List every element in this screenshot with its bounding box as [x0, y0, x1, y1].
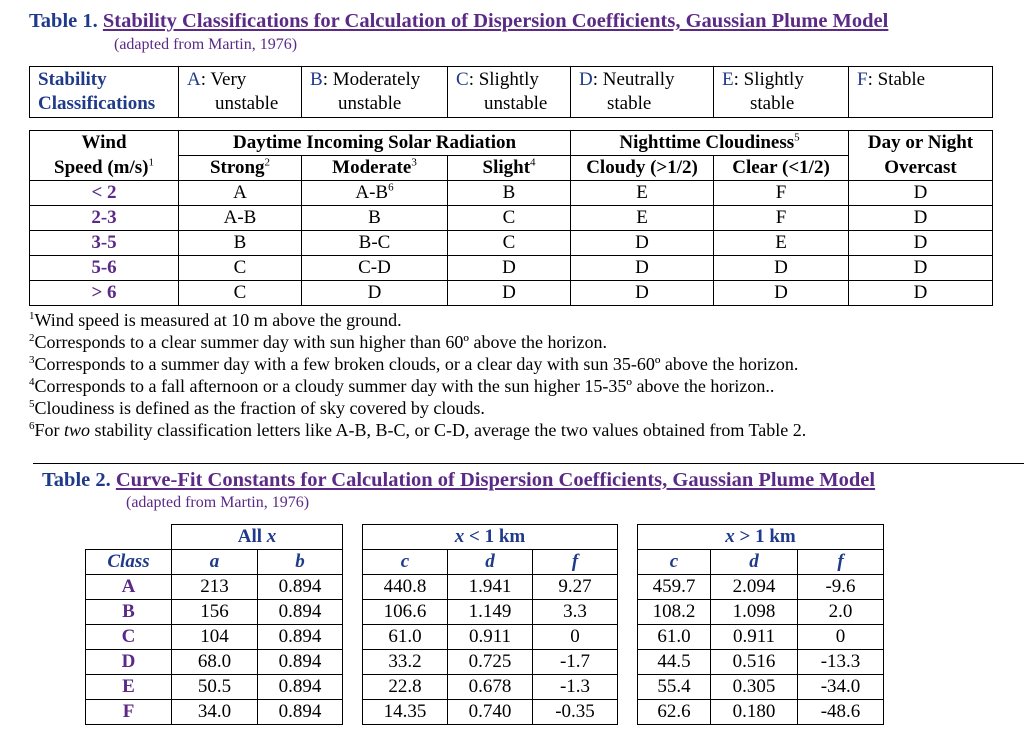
group-suffix: > 1 km: [734, 526, 796, 547]
daynight-header-line2: Overcast: [849, 156, 993, 181]
nighttime-header-text: Nighttime Cloudiness: [619, 132, 795, 153]
table-row: [86, 600, 343, 625]
table-row: [363, 675, 618, 700]
slight-cell: D: [448, 281, 571, 306]
overcast-cell: D: [849, 206, 993, 231]
table-row: [363, 625, 618, 650]
moderate-cell: B-C: [302, 231, 448, 256]
a-cell: 104: [172, 625, 258, 650]
clear-cell: F: [714, 206, 849, 231]
footnote-text: Cloudiness is defined as the fraction of sky covered by clouds.: [34, 398, 485, 418]
wind-speed-header-line1: Wind: [30, 131, 179, 156]
f-cell: 2.0: [798, 600, 884, 625]
wind-speed-cell: 2-3: [30, 206, 179, 231]
b-cell: 0.894: [258, 600, 343, 625]
class-desc-line1: : Moderately: [322, 69, 421, 90]
table-row: [638, 575, 884, 600]
footnote-emphasis: two: [64, 420, 91, 440]
class-cell-e: [714, 67, 849, 118]
class-letter: F: [857, 69, 868, 90]
col-f-header: f: [533, 550, 618, 575]
daynight-header-line1: Day or Night: [849, 131, 993, 156]
nighttime-header: [571, 131, 849, 156]
wind-speed-cell: < 2: [30, 181, 179, 206]
footnote-text: Corresponds to a clear summer day with sun higher than 60º above the horizon.: [34, 332, 607, 352]
footnote-mark: 6: [29, 420, 35, 432]
c-cell: 61.0: [363, 625, 448, 650]
f-cell: -34.0: [798, 675, 884, 700]
footnote-mark: 4: [29, 376, 35, 388]
stability-classifications-table: [29, 66, 993, 118]
table-row: [638, 650, 884, 675]
footnote-mark: 3: [411, 156, 417, 169]
a-cell: 50.5: [172, 675, 258, 700]
footnote-mark: 2: [29, 332, 35, 344]
moderate-header-text: Moderate: [332, 157, 412, 178]
class-cell: E: [86, 675, 172, 700]
clear-header: Clear (<1/2): [714, 156, 849, 181]
table-row: [363, 600, 618, 625]
table-row: [86, 625, 343, 650]
wind-speed-header-line2: [30, 156, 179, 181]
cloudy-header: Cloudy (>1/2): [571, 156, 714, 181]
d-cell: 2.094: [711, 575, 798, 600]
allx-group-header: [172, 525, 343, 550]
class-cell-c: [448, 67, 571, 118]
class-cell-d: [571, 67, 714, 118]
a-cell: 213: [172, 575, 258, 600]
table-row: [363, 700, 618, 725]
footnote-mark: 6: [388, 181, 394, 194]
c-cell: 33.2: [363, 650, 448, 675]
class-letter: B: [310, 69, 323, 90]
a-cell: 34.0: [172, 700, 258, 725]
table1-label: Table 1.: [29, 10, 98, 32]
f-cell: -1.7: [533, 650, 618, 675]
class-cell-a: [179, 67, 302, 118]
table2-title: [42, 469, 875, 492]
daytime-header: Daytime Incoming Solar Radiation: [179, 131, 571, 156]
moderate-header: [302, 156, 448, 181]
class-desc-line2: unstable: [484, 93, 548, 114]
table-row: [363, 650, 618, 675]
moderate-cell: D: [302, 281, 448, 306]
footnote: [29, 375, 806, 397]
moderate-cell: B: [302, 206, 448, 231]
table-row: [30, 181, 993, 206]
class-cell-b: [302, 67, 448, 118]
slight-cell: B: [448, 181, 571, 206]
b-cell: 0.894: [258, 650, 343, 675]
footnote: [29, 419, 806, 441]
class-cell: F: [86, 700, 172, 725]
class-desc-line1: : Neutrally: [592, 69, 675, 90]
f-cell: -48.6: [798, 700, 884, 725]
a-cell: 156: [172, 600, 258, 625]
table-row: [30, 281, 993, 306]
b-cell: 0.894: [258, 625, 343, 650]
c-cell: 62.6: [638, 700, 711, 725]
class-desc-line1: : Slightly: [468, 69, 539, 90]
group-suffix: < 1 km: [464, 526, 526, 547]
footnote: [29, 309, 806, 331]
gt1-group-header: [638, 525, 884, 550]
clear-cell: F: [714, 181, 849, 206]
overcast-cell: D: [849, 256, 993, 281]
moderate-value: A-B: [355, 182, 389, 203]
d-cell: 0.740: [448, 700, 533, 725]
col-b-header: b: [258, 550, 343, 575]
group-prefix: All: [237, 526, 267, 547]
class-letter: C: [456, 69, 469, 90]
table-row: [638, 675, 884, 700]
c-cell: 61.0: [638, 625, 711, 650]
footnote: [29, 397, 806, 419]
b-cell: 0.894: [258, 675, 343, 700]
class-desc-line2: stable: [750, 93, 795, 114]
footnote: [29, 331, 806, 353]
table-row: [86, 700, 343, 725]
clear-cell: D: [714, 281, 849, 306]
group-variable: x: [266, 526, 277, 547]
table-row: [30, 231, 993, 256]
c-cell: 108.2: [638, 600, 711, 625]
col-d-header: d: [448, 550, 533, 575]
wind-speed-cell: 5-6: [30, 256, 179, 281]
strong-cell: A: [179, 181, 302, 206]
strong-cell: B: [179, 231, 302, 256]
d-cell: 0.725: [448, 650, 533, 675]
footnote-text: stability classification letters like A-B, B-C, or C-D, average the two values obtained from Table 2.: [90, 420, 807, 440]
a-cell: 68.0: [172, 650, 258, 675]
class-cell: C: [86, 625, 172, 650]
class-cell: A: [86, 575, 172, 600]
strong-header-text: Strong: [209, 157, 265, 178]
c-cell: 459.7: [638, 575, 711, 600]
footnote-mark: 5: [794, 131, 800, 144]
c-cell: 106.6: [363, 600, 448, 625]
table2-subtitle: (adapted from Martin, 1976): [126, 494, 310, 511]
table1-title: [29, 10, 888, 33]
class-desc-line1: : Very: [200, 69, 247, 90]
f-cell: -9.6: [798, 575, 884, 600]
class-cell: D: [86, 650, 172, 675]
slight-header-text: Slight: [482, 157, 531, 178]
table-row: [638, 600, 884, 625]
cloudy-cell: E: [571, 206, 714, 231]
table-row: [638, 700, 884, 725]
classifications-header: [30, 67, 179, 118]
d-cell: 0.678: [448, 675, 533, 700]
table2-title-text: Curve-Fit Constants for Calculation of Dispersion Coefficients, Gaussian Plume Model: [115, 469, 876, 491]
table-row: [638, 625, 884, 650]
c-cell: 22.8: [363, 675, 448, 700]
class-header: Class: [86, 550, 172, 575]
d-cell: 0.305: [711, 675, 798, 700]
f-cell: -1.3: [533, 675, 618, 700]
f-cell: 3.3: [533, 600, 618, 625]
footnote-mark: 1: [148, 156, 154, 169]
d-cell: 0.911: [448, 625, 533, 650]
col-f-header: f: [798, 550, 884, 575]
table-row: [30, 256, 993, 281]
wind-speed-header-text: Speed (m/s): [54, 156, 149, 178]
slight-header: [448, 156, 571, 181]
table-row: [30, 206, 993, 231]
footnote-mark: 2: [264, 156, 271, 169]
footnote-mark: 1: [29, 310, 35, 322]
classifications-header-line1: Stability: [38, 69, 107, 90]
class-desc-line2: stable: [607, 93, 652, 114]
overcast-cell: D: [849, 181, 993, 206]
table1-subtitle: (adapted from Martin, 1976): [114, 36, 298, 53]
x-greater-1km-table: [637, 524, 884, 725]
table1-title-text: Stability Classifications for Calculation of Dispersion Coefficients, Gaussian Plume Model: [102, 10, 889, 32]
overcast-cell: D: [849, 281, 993, 306]
col-c-header: c: [638, 550, 711, 575]
wind-speed-cell: 3-5: [30, 231, 179, 256]
group-variable: x: [725, 526, 735, 547]
footnote-mark: 3: [29, 354, 35, 366]
allx-table: [85, 524, 343, 725]
d-cell: 1.149: [448, 600, 533, 625]
moderate-cell: [302, 181, 448, 206]
col-c-header: c: [363, 550, 448, 575]
f-cell: 9.27: [533, 575, 618, 600]
strong-cell: C: [179, 256, 302, 281]
class-desc-line1: : Slightly: [733, 69, 804, 90]
c-cell: 44.5: [638, 650, 711, 675]
c-cell: 55.4: [638, 675, 711, 700]
strong-cell: A-B: [179, 206, 302, 231]
table-row: [86, 675, 343, 700]
class-letter: D: [579, 69, 593, 90]
table2-label: Table 2.: [42, 469, 111, 491]
overcast-cell: D: [849, 231, 993, 256]
lt1-group-header: [363, 525, 618, 550]
cloudy-cell: D: [571, 256, 714, 281]
d-cell: 1.098: [711, 600, 798, 625]
c-cell: 14.35: [363, 700, 448, 725]
table-row: [86, 575, 343, 600]
wind-speed-cell: > 6: [30, 281, 179, 306]
cloudy-cell: E: [571, 181, 714, 206]
d-cell: 0.516: [711, 650, 798, 675]
footnote-text: Corresponds to a summer day with a few broken clouds, or a clear day with sun 35-60º above the horizon.: [34, 354, 799, 374]
empty-cell: [86, 525, 172, 550]
footnote-mark: 5: [29, 398, 35, 410]
slight-cell: C: [448, 206, 571, 231]
footnote-text: Wind speed is measured at 10 m above the ground.: [34, 310, 402, 330]
d-cell: 0.911: [711, 625, 798, 650]
table-row: [86, 650, 343, 675]
col-a-header: a: [172, 550, 258, 575]
footnotes: [29, 309, 806, 441]
clear-cell: D: [714, 256, 849, 281]
strong-cell: C: [179, 281, 302, 306]
c-cell: 440.8: [363, 575, 448, 600]
strong-header: [179, 156, 302, 181]
d-cell: 1.941: [448, 575, 533, 600]
b-cell: 0.894: [258, 575, 343, 600]
slight-cell: C: [448, 231, 571, 256]
table-row: [363, 575, 618, 600]
x-less-1km-table: [362, 524, 618, 725]
class-letter: E: [722, 69, 734, 90]
footnote-text: Corresponds to a fall afternoon or a cloudy summer day with the sun higher 15-35º above the horizon..: [34, 376, 775, 396]
d-cell: 0.180: [711, 700, 798, 725]
group-variable: x: [454, 526, 465, 547]
f-cell: -13.3: [798, 650, 884, 675]
moderate-cell: C-D: [302, 256, 448, 281]
class-desc-line2: unstable: [215, 93, 279, 114]
f-cell: -0.35: [533, 700, 618, 725]
section-divider: [33, 463, 1024, 464]
cloudy-cell: D: [571, 281, 714, 306]
footnote: [29, 353, 806, 375]
class-letter: A: [187, 69, 201, 90]
stability-lookup-table: [29, 130, 993, 306]
clear-cell: E: [714, 231, 849, 256]
f-cell: 0: [533, 625, 618, 650]
footnote-pre: For: [34, 420, 65, 440]
cloudy-cell: D: [571, 231, 714, 256]
f-cell: 0: [798, 625, 884, 650]
footnote-mark: 4: [530, 156, 536, 169]
class-cell-f: [849, 67, 993, 118]
b-cell: 0.894: [258, 700, 343, 725]
class-desc-line2: unstable: [338, 93, 402, 114]
slight-cell: D: [448, 256, 571, 281]
classifications-header-line2: Classifications: [38, 93, 156, 114]
class-desc-line1: : Stable: [867, 69, 926, 90]
col-d-header: d: [711, 550, 798, 575]
class-cell: B: [86, 600, 172, 625]
